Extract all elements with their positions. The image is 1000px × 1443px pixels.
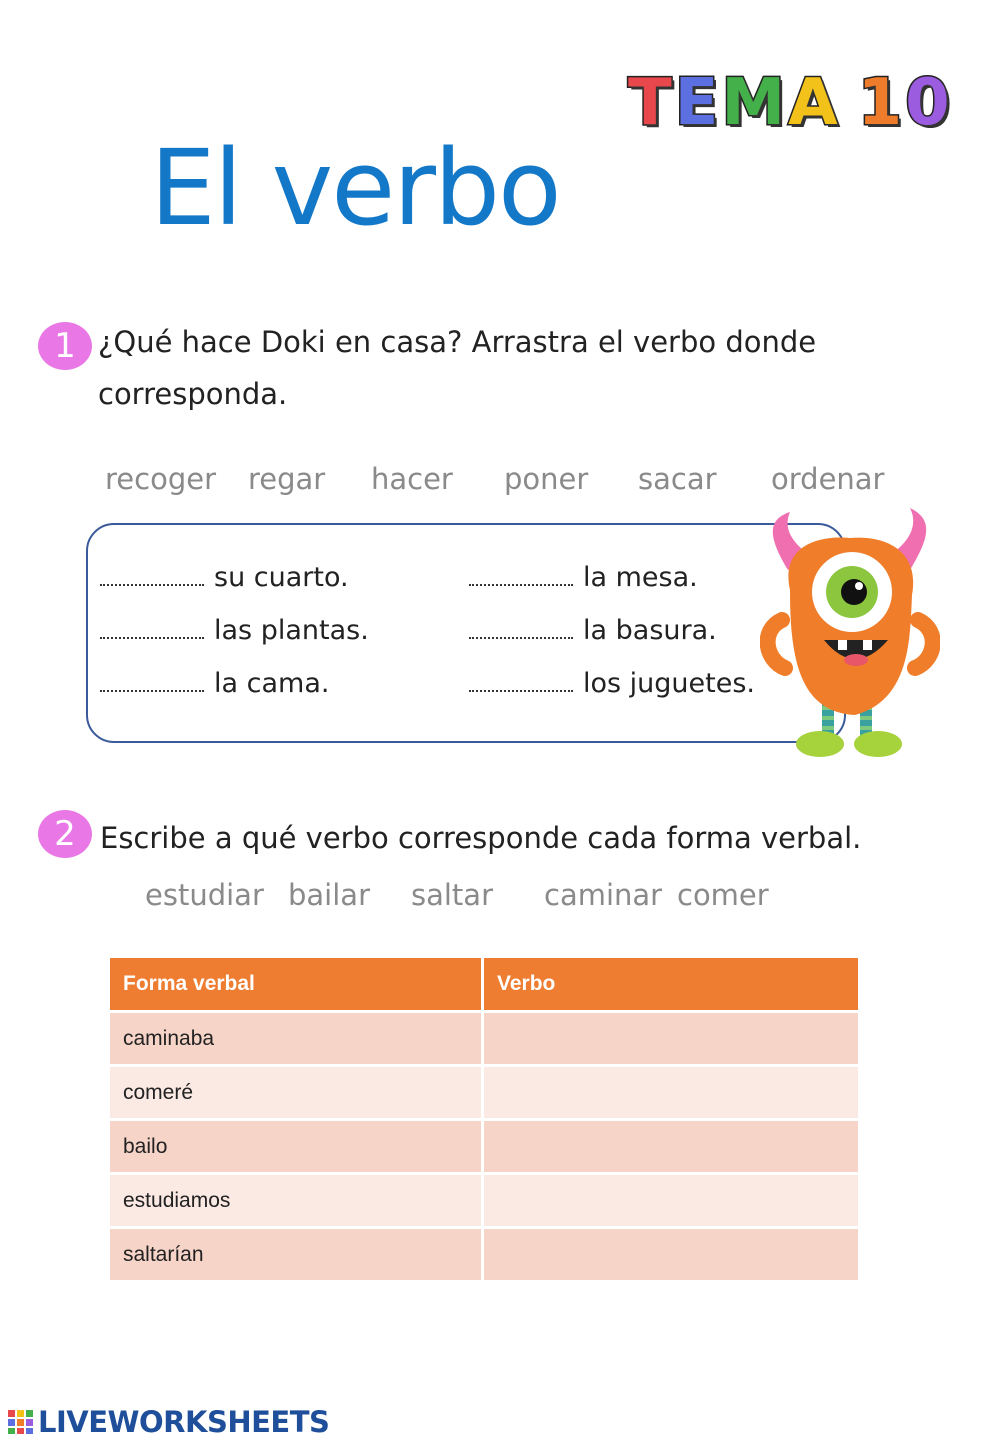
verb-answer-cell[interactable] [483,1228,859,1281]
header-forma-verbal: Forma verbal [110,958,483,1012]
exercise-1-instruction-line2: corresponda. [98,377,288,411]
exercise-1-number: 1 [38,322,92,370]
drop-slot[interactable] [469,566,573,586]
word-recoger[interactable]: recoger [105,462,216,496]
word-ordenar[interactable]: ordenar [771,462,885,496]
verb-answer-cell[interactable] [483,1174,859,1228]
exercise-1-word-bank [105,462,884,496]
table-row [110,1120,858,1174]
sentence-text: la basura. [583,615,717,646]
tema-digit-1: 1 [857,66,903,140]
tema-digit-0: 0 [905,66,950,140]
drop-slot[interactable] [100,619,204,639]
word-sacar[interactable]: sacar [638,462,717,496]
sentence-text: la cama. [214,668,330,699]
table-row [110,1174,858,1228]
tema-badge [628,66,950,140]
word-hacer[interactable]: hacer [371,462,453,496]
liveworksheets-logo-text: LIVEWORKSHEETS [38,1405,330,1439]
table-row [110,1066,858,1120]
tema-letter-a: A [788,66,838,140]
sentence-text: la mesa. [583,562,698,593]
exercise-2-number: 2 [38,810,92,858]
exercise-2-word-bank [145,878,769,912]
verb-form-cell: saltarían [110,1228,483,1281]
word-estudiar: estudiar [145,878,264,912]
word-bailar: bailar [288,878,370,912]
verb-answer-cell[interactable] [483,1120,859,1174]
verb-form-cell: comeré [110,1066,483,1120]
verb-table [110,958,858,1280]
tema-letter-t: T [628,66,672,140]
drop-slot[interactable] [469,619,573,639]
page-title: El verbo [150,127,560,249]
sentence-text: las plantas. [214,615,369,646]
sentence-right-2 [469,615,717,646]
sentence-text: los juguetes. [583,668,755,699]
drop-slot[interactable] [100,566,204,586]
sentence-left-3 [100,668,329,699]
verb-form-cell: bailo [110,1120,483,1174]
tema-letter-m: M [721,66,786,140]
verb-answer-cell[interactable] [483,1012,859,1066]
sentence-left-2 [100,615,369,646]
exercise-2-instruction: Escribe a qué verbo corresponde cada forma verbal. [100,821,862,855]
drop-slot[interactable] [100,672,204,692]
verb-answer-cell[interactable] [483,1066,859,1120]
verb-form-cell: estudiamos [110,1174,483,1228]
header-verbo: Verbo [483,958,859,1012]
sentence-right-3 [469,668,755,699]
sentence-right-1 [469,562,698,593]
word-comer: comer [677,878,769,912]
word-poner[interactable]: poner [504,462,589,496]
word-saltar: saltar [411,878,494,912]
liveworksheets-logo-icon [8,1410,34,1434]
liveworksheets-logo [8,1405,329,1439]
table-header-row [110,958,858,1012]
verb-form-cell: caminaba [110,1012,483,1066]
word-caminar: caminar [544,878,663,912]
tema-letter-space [841,70,855,136]
word-regar[interactable]: regar [248,462,326,496]
table-row [110,1228,858,1281]
monster-doki-illustration [760,500,940,765]
tema-letter-e: E [674,66,719,140]
sentence-left-1 [100,562,349,593]
sentence-text: su cuarto. [214,562,349,593]
drop-slot[interactable] [469,672,573,692]
exercise-1-instruction-line1: ¿Qué hace Doki en casa? Arrastra el verbo donde [98,325,817,359]
table-row [110,1012,858,1066]
